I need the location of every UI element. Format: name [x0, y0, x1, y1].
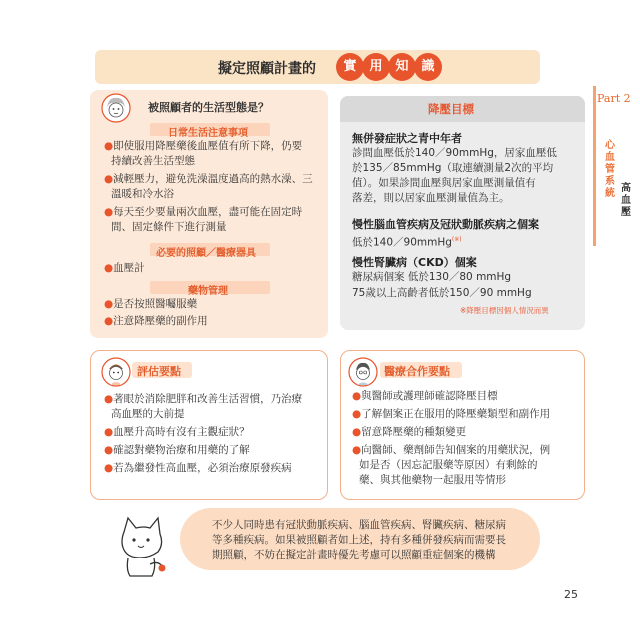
list-item: ●是否按照醫囑服藥: [104, 298, 198, 310]
nurse-avatar-icon: [101, 357, 131, 387]
list-item: ●留意降壓藥的種類變更: [352, 426, 467, 438]
list-item: ●即使服用降壓藥後血壓值有所下降，仍要: [104, 140, 303, 152]
list-item-cont: 間、固定條件下進行測量: [111, 221, 227, 233]
caregiver-avatar-icon: [101, 93, 131, 123]
part-topic: 高血壓: [621, 183, 631, 218]
targets-title: 降壓目標: [428, 102, 474, 116]
lifestyle-heading: 被照顧者的生活型態是？: [148, 101, 269, 114]
list-item: ●血壓計: [104, 262, 145, 274]
target-line: 值）。如果診間血壓與居家血壓測量值有: [352, 177, 536, 189]
bubble-line: 期照顧，不妨在擬定計畫時優先考慮可以照顧重症個案的機構: [212, 549, 496, 561]
list-item: ●若為繼發性高血壓，必須治療原發疾病: [104, 462, 292, 474]
list-item: ●確認對藥物治療和用藥的了解: [104, 444, 250, 456]
part-system: 心血管系統: [605, 140, 615, 199]
target-note: ※降壓目標因個人情況而異: [460, 306, 549, 315]
list-item-cont: 藥、與其他藥物一起服用等情形: [359, 474, 506, 486]
page-title: 擬定照顧計畫的: [218, 61, 316, 77]
list-item-cont: 如是否（因忘記服藥等原因）有剩餘的: [359, 459, 538, 471]
page-number: 25: [564, 588, 578, 601]
list-item-cont: 溫暖和冷水浴: [111, 188, 174, 200]
title-badge: 實: [336, 53, 364, 81]
title-banner: [95, 50, 540, 84]
list-item: ●與醫師或護理師確認降壓目標: [352, 390, 498, 402]
list-item: ●向醫師、藥劑師告知個案的用藥狀況，例: [352, 444, 551, 456]
target-line: 診間血壓低於140／90mmHg，居家血壓低: [352, 147, 557, 159]
list-item: ●血壓升高時有沒有主觀症狀？: [104, 426, 250, 438]
cooperation-title: 醫療合作要點: [384, 365, 450, 378]
equip-title: 必要的照顧／醫療器具: [156, 248, 256, 259]
list-item: ●每天至少要量兩次血壓，盡可能在固定時: [104, 206, 303, 218]
bubble-line: 不少人同時患有冠狀動脈疾病、腦血管疾病、腎臟疾病、糖尿病: [212, 519, 506, 531]
list-item: ●了解個案正在服用的降壓藥類型和副作用: [352, 408, 551, 420]
med-title: 藥物管理: [188, 286, 228, 297]
target-line: 於135／85mmHg（取連續測量2次的平均: [352, 162, 554, 174]
target-group-title: 慢性腎臟病（CKD）個案: [352, 256, 477, 269]
target-line: 75歲以上高齡者低於150／90 mmHg: [352, 287, 532, 299]
list-item-cont: 高血壓的大前提: [111, 408, 185, 420]
part-label: Part 2: [597, 92, 631, 105]
daily-title: 日常生活注意事項: [168, 128, 248, 139]
title-badge: 知: [388, 53, 416, 81]
list-item: ●減輕壓力，避免洗澡溫度過高的熱水澡、三: [104, 173, 313, 185]
list-item-cont: 持續改善生活型態: [111, 155, 195, 167]
target-group-title: 慢性腦血管疾病及冠狀動脈疾病之個案: [352, 218, 539, 231]
target-line: 糖尿病個案 低於130／80 mmHg: [352, 271, 512, 283]
title-badge: 識: [414, 53, 442, 81]
assessment-title: 評估要點: [137, 365, 181, 378]
bubble-line: 等多種疾病。如果被照顧者如上述，持有多種併發疾病而需要長: [212, 534, 506, 546]
title-badge: 用: [362, 53, 390, 81]
target-line: 落差，則以居家血壓測量值為主。: [352, 192, 510, 204]
target-group-title: 無併發症狀之青中年者: [352, 132, 462, 145]
target-line: 低於140／90mmHg(※): [352, 236, 462, 249]
doctor-avatar-icon: [348, 357, 378, 387]
list-item: ●著眼於消除肥胖和改善生活習慣，乃治療: [104, 393, 303, 405]
list-item: ●注意降壓藥的副作用: [104, 315, 208, 327]
cat-illustration-icon: [114, 514, 170, 580]
